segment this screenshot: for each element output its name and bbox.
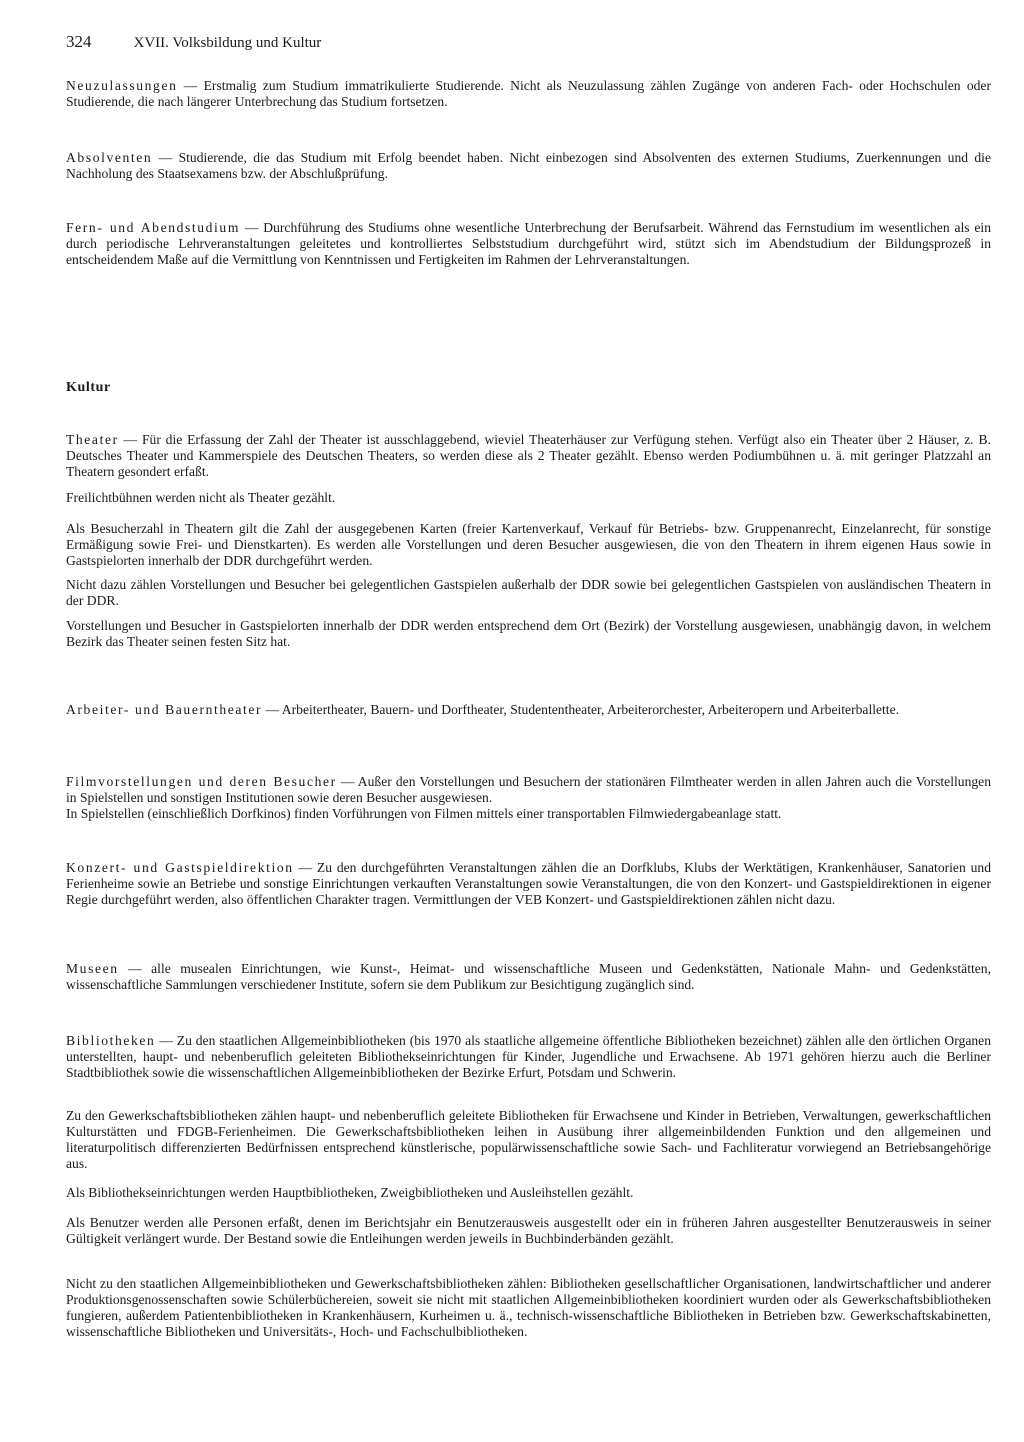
definition-text: — Durchführung des Studiums ohne wesentliche Unterbrechung der Berufsarbeit. Während das Fernstudium im wesentlichen als ein durch periodische Lehrveranstaltungen geleitetes und kontrolliertes Selbststudium durchgeführt wird, stützt sich im Abendstudium der Bildungsprozeß in entscheidendem Maße auf die Vermittlung von Kenntnissen und Fertigkeiten im Rahmen der Lehrveranstaltungen.	[66, 220, 991, 267]
term-label: Theater	[66, 432, 119, 447]
section-title: Kultur	[66, 380, 111, 395]
paragraph-text: Als Bibliothekseinrichtungen werden Hauptbibliotheken, Zweigbibliotheken und Ausleihstellen gezählt.	[66, 1185, 634, 1200]
paragraph-theater-4	[66, 577, 991, 609]
chapter-title: XVII. Volksbildung und Kultur	[133, 35, 322, 51]
definition-text: — Für die Erfassung der Zahl der Theater ist ausschlaggebend, wieviel Theaterhäuser zur Verfügung stehen. Verfügt also ein Theater über 2 Häuser, z. B. Deutsches Theater und Kammerspiele des Deutschen Theaters, so werden diese als 2 Theater gezählt. Ebenso werden Podiumbühnen u. ä. mit geringer Platzzahl an Theatern gesondert erfaßt.	[66, 432, 991, 479]
definition-text: — Erstmalig zum Studium immatrikulierte Studierende. Nicht als Neuzulassung zählen Zugänge von anderen Fach- oder Hochschulen oder Studierende, die nach längerer Unterbrechung das Studium fortsetzen.	[66, 78, 991, 109]
paragraph-bibliotheken-2	[66, 1108, 991, 1172]
paragraph-text: Vorstellungen und Besucher in Gastspielorten innerhalb der DDR werden entsprechend dem Ort (Bezirk) der Vorstellung ausgewiesen, unabhängig davon, in welchem Bezirk das Theater seinen festen Sitz hat.	[66, 618, 991, 649]
definition-theater	[66, 432, 991, 480]
definition-fernstudium	[66, 220, 991, 268]
paragraph-bibliotheken-5	[66, 1276, 991, 1340]
paragraph-text: Freilichtbühnen werden nicht als Theater gezählt.	[66, 490, 336, 505]
running-header	[66, 32, 321, 52]
term-label: Filmvorstellungen und deren Besucher	[66, 774, 337, 789]
paragraph-bibliotheken-3	[66, 1185, 991, 1201]
definition-text: — alle musealen Einrichtungen, wie Kunst-, Heimat- und wissenschaftliche Museen und Gedenkstätten, Nationale Mahn- und Gedenkstätten, wissenschaftliche Sammlungen verschiedener Institute, sofern sie dem Publikum zur Besichtigung zugänglich sind.	[66, 961, 991, 992]
definition-text: — Arbeitertheater, Bauern- und Dorftheater, Studententheater, Arbeiterorchester, Arbeiteropern und Arbeiterballette.	[262, 702, 900, 717]
paragraph-text: Als Benutzer werden alle Personen erfaßt, denen im Berichtsjahr ein Benutzerausweis ausgestellt oder ein in früheren Jahren ausgestellter Benutzerausweis in seiner Gültigkeit verlängert wurde. Der Bestand sowie die Entleihungen werden jeweils in Buchbinderbänden gezählt.	[66, 1215, 991, 1246]
term-label: Bibliotheken	[66, 1033, 156, 1048]
term-label: Fern- und Abendstudium	[66, 220, 241, 235]
definition-neuzulassungen	[66, 78, 991, 110]
page-number: 324	[66, 32, 92, 51]
paragraph-text: Nicht zu den staatlichen Allgemeinbibliotheken und Gewerkschaftsbibliotheken zählen: Bibliotheken gesellschaftlicher Organisationen, landwirtschaftlicher und anderer Produktionsgenossenschaften sowie Schülerbüchereien, soweit sie nicht mit staatlichen Allgemeinbibliotheken koordiniert wurden oder als Gewerkschaftsbibliotheken fungieren, außerdem Patientenbibliotheken in Krankenhäusern, Kurheimen u. ä., technisch-wissenschaftliche Bibliotheken in Betrieben bzw. Gewerkschaftskabinetten, wissenschaftliche Bibliotheken und Universitäts-, Hoch- und Fachschulbibliotheken.	[66, 1276, 991, 1339]
paragraph-theater-3	[66, 521, 991, 569]
paragraph-text: In Spielstellen (einschließlich Dorfkinos) finden Vorführungen von Filmen mittels einer transportablen Filmwiedergabeanlage statt.	[66, 806, 782, 821]
paragraph-text: Nicht dazu zählen Vorstellungen und Besucher bei gelegentlichen Gastspielen außerhalb der DDR sowie bei gelegentlichen Gastspielen von ausländischen Theatern in der DDR.	[66, 577, 991, 608]
term-label: Absolventen	[66, 150, 153, 165]
definition-bibliotheken	[66, 1033, 991, 1081]
paragraph-theater-2	[66, 490, 991, 506]
paragraph-text: Als Besucherzahl in Theatern gilt die Zahl der ausgegebenen Karten (freier Kartenverkauf, Verkauf für Betriebs- bzw. Gruppenanrecht, Einzelanrecht, für sonstige Ermäßigung sowie Frei- und Dienstkarten). Es werden alle Vorstellungen und deren Besucher ausgewiesen, die von den Theatern in ihrem eigenen Haus sowie in Gastspielorten innerhalb der DDR durchgeführt werden.	[66, 521, 991, 568]
definition-text: — Zu den durchgeführten Veranstaltungen zählen die an Dorfklubs, Klubs der Werktätigen, Krankenhäuser, Sanatorien und Ferienheime sowie an Betriebe und sonstige Einrichtungen verkauften Veranstaltungen sowie Veranstaltungen, die von den Konzert- und Gastspieldirektionen in eigener Regie durchgeführt werden, also öffentlichen Charakter tragen. Vermittlungen der VEB Konzert- und Gastspieldirektionen zählen nicht dazu.	[66, 860, 991, 907]
term-label: Neuzulassungen	[66, 78, 178, 93]
definition-arbeitertheater	[66, 702, 991, 718]
section-heading-kultur	[66, 380, 991, 396]
definition-konzert	[66, 860, 991, 908]
term-label: Arbeiter- und Bauerntheater	[66, 702, 263, 717]
definition-text: — Außer den Vorstellungen und Besuchern der stationären Filmtheater werden in allen Jahren auch die Vorstellungen in Spielstellen und sonstigen Institutionen sowie deren Besucher ausgewiesen.	[66, 774, 991, 805]
definition-text: — Studierende, die das Studium mit Erfolg beendet haben. Nicht einbezogen sind Absolventen des externen Studiums, Zuerkennungen und die Nachholung des Staatsexamens bzw. der Abschlußprüfung.	[66, 150, 991, 181]
definition-absolventen	[66, 150, 991, 182]
paragraph-text: Zu den Gewerkschaftsbibliotheken zählen haupt- und nebenberuflich geleitete Bibliotheken für Erwachsene und Kinder in Betrieben, Verwaltungen, gewerkschaftlichen Kulturstätten und FDGB-Ferienheimen. Die Gewerkschaftsbibliotheken leihen in Ausübung ihrer allgemeinbildenden Funktion und den allgemeinen und literaturpolitisch differenzierten Bedürfnissen entsprechend künstlerische, populärwissenschaftliche sowie Sach- und Fachliteratur vorwiegend an Betriebsangehörige aus.	[66, 1108, 991, 1171]
paragraph-bibliotheken-4	[66, 1215, 991, 1247]
term-label: Museen	[66, 961, 119, 976]
definition-museen	[66, 961, 991, 993]
paragraph-theater-5	[66, 618, 991, 650]
definition-film	[66, 774, 991, 822]
term-label: Konzert- und Gastspieldirektion	[66, 860, 294, 875]
definition-text: — Zu den staatlichen Allgemeinbibliotheken (bis 1970 als staatliche allgemeine öffentliche Bibliotheken bezeichnet) zählen alle den örtlichen Organen unterstellten, haupt- und nebenberuflich geleiteten Bibliothekseinrichtungen für Kinder, Jugendliche und Erwachsene. Ab 1971 gehören hierzu auch die Berliner Stadtbibliothek sowie die wissenschaftlichen Allgemeinbibliotheken der Bezirke Erfurt, Potsdam und Schwerin.	[66, 1033, 991, 1080]
